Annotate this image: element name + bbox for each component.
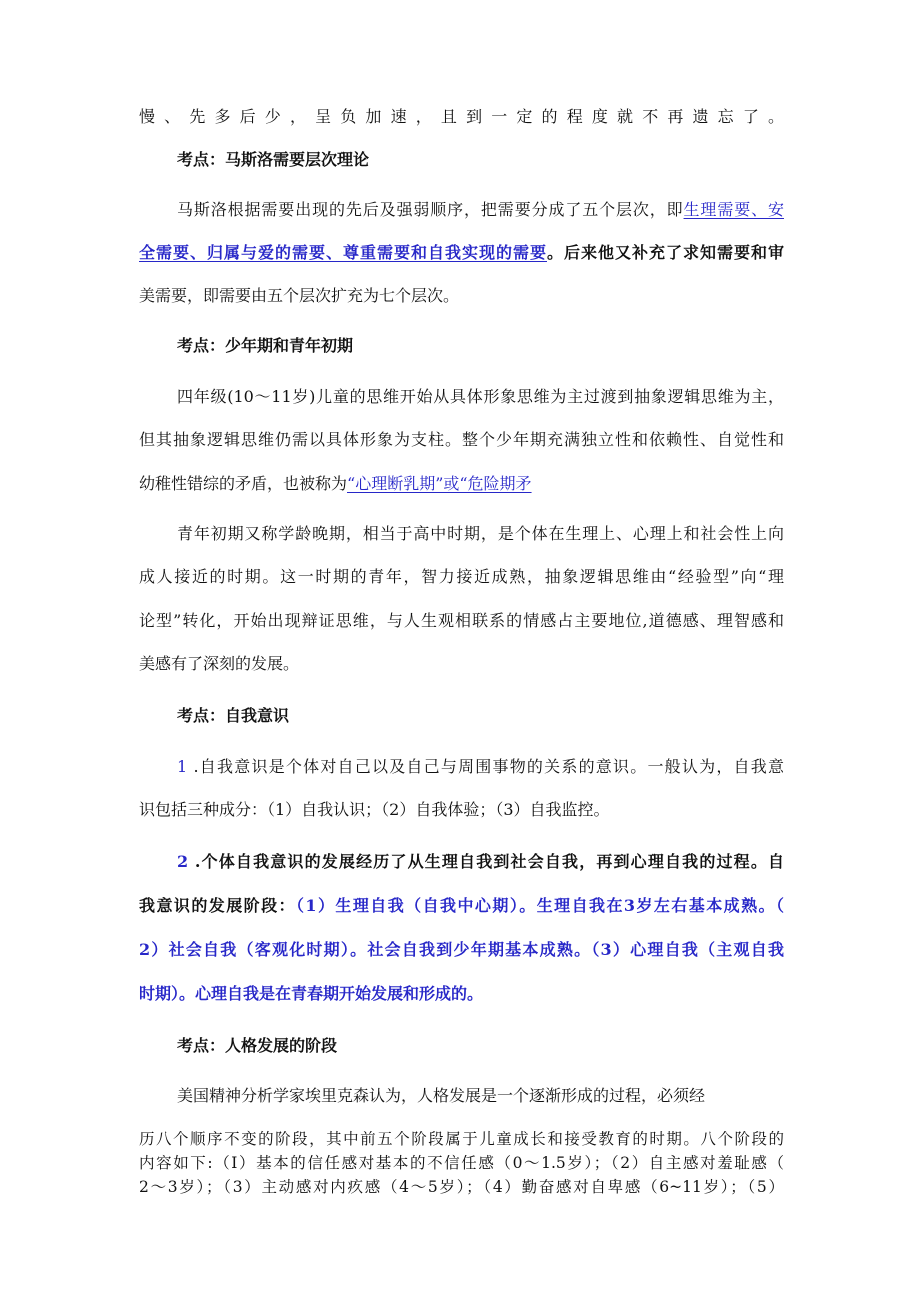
text-line: 美国精神分析学家埃里克森认为，人格发展是一个逐渐形成的过程，必须经 — [177, 1086, 706, 1105]
text-line — [177, 852, 784, 872]
section-heading-maslow: 考点：马斯洛需要层次理论 — [177, 150, 370, 169]
text-span: .自我意识是个体对自己以及自己与周围事物的关系的意识。一般认为，自我意 — [187, 757, 784, 776]
text-line: 美需要，即需要由五个层次扩充为七个层次。 — [139, 286, 460, 305]
section-heading-adolescence: 考点：少年期和青年初期 — [177, 336, 354, 355]
text-line: 美感有了深刻的发展。 — [139, 654, 300, 673]
section-heading-self-awareness: 考点：自我意识 — [177, 706, 290, 725]
text-line — [177, 757, 784, 777]
text-span: 幼稚性错综的矛盾，也被称为 — [139, 474, 348, 493]
text-line — [139, 474, 784, 494]
section-heading-personality: 考点：人格发展的阶段 — [177, 1036, 338, 1055]
text-line — [177, 200, 784, 220]
text-line: 论型”转化，开始出现辩证思维，与人生观相联系的情感占主要地位,道德感、理智感和 — [139, 611, 784, 630]
text-line — [139, 243, 784, 263]
text-span: 马斯洛根据需要出现的先后及强弱顺序，把需要分成了五个层次，即 — [177, 200, 684, 219]
text-line: 但其抽象逻辑思维仍需以具体形象为支柱。整个少年期充满独立性和依赖性、自觉性和 — [139, 430, 784, 449]
list-number: 2 — [177, 852, 189, 871]
text-line: 慢、先多后少，呈负加速，且到一定的程度就不再遗忘了。 — [139, 107, 784, 126]
text-line: 历八个顺序不变的阶段，其中前五个阶段属于儿童成长和接受教育的时期。八个阶段的 — [139, 1130, 784, 1148]
needs-link-part2[interactable]: 全需要、归属与爱的需要、尊重需要和自我实现的需要 — [139, 243, 547, 262]
list-number: 1 — [177, 757, 188, 776]
weaning-period-link[interactable]: “心理断乳期”或“危险期矛 — [347, 474, 532, 493]
text-line: 内容如下:（I）基本的信任感对基本的不信任感（0～1.5岁）；（2）自主感对羞耻感（ — [139, 1154, 784, 1172]
text-line: 时期）。心理自我是在青春期开始发展和形成的。 — [139, 984, 484, 1003]
text-line: 青年初期又称学龄晚期，相当于高中时期，是个体在生理上、心理上和社会性上向 — [177, 524, 784, 543]
text-line — [139, 896, 784, 916]
text-span: 我意识的发展阶段： — [139, 896, 296, 915]
text-line: 成人接近的时期。这一时期的青年，智力接近成熟，抽象逻辑思维由“经验型”向“理 — [139, 567, 784, 586]
text-line: 四年级(10～11岁)儿童的思维开始从具体形象思维为主过渡到抽象逻辑思维为主， — [177, 387, 784, 406]
text-span: .个体自我意识的发展经历了从生理自我到社会自我，再到心理自我的过程。自 — [188, 852, 784, 871]
needs-link-part1[interactable]: 生理需要、安 — [683, 200, 784, 219]
text-line: 2～3岁）；（3）主动感对内疚感（4～5岁）；（4）勤奋感对自卑感（6~11岁）；（5） — [139, 1178, 784, 1196]
text-span-highlight: （1）生理自我（自我中心期）。生理自我在3岁左右基本成熟。（ — [295, 896, 784, 915]
text-line: 2）社会自我（客观化时期）。社会自我到少年期基本成熟。（3）心理自我（主观自我 — [139, 940, 784, 959]
text-line: 识包括三种成分：（1）自我认识；（2）自我体验；（3）自我监控。 — [139, 800, 610, 819]
text-span: 。后来他又补充了求知需要和审 — [546, 243, 784, 262]
